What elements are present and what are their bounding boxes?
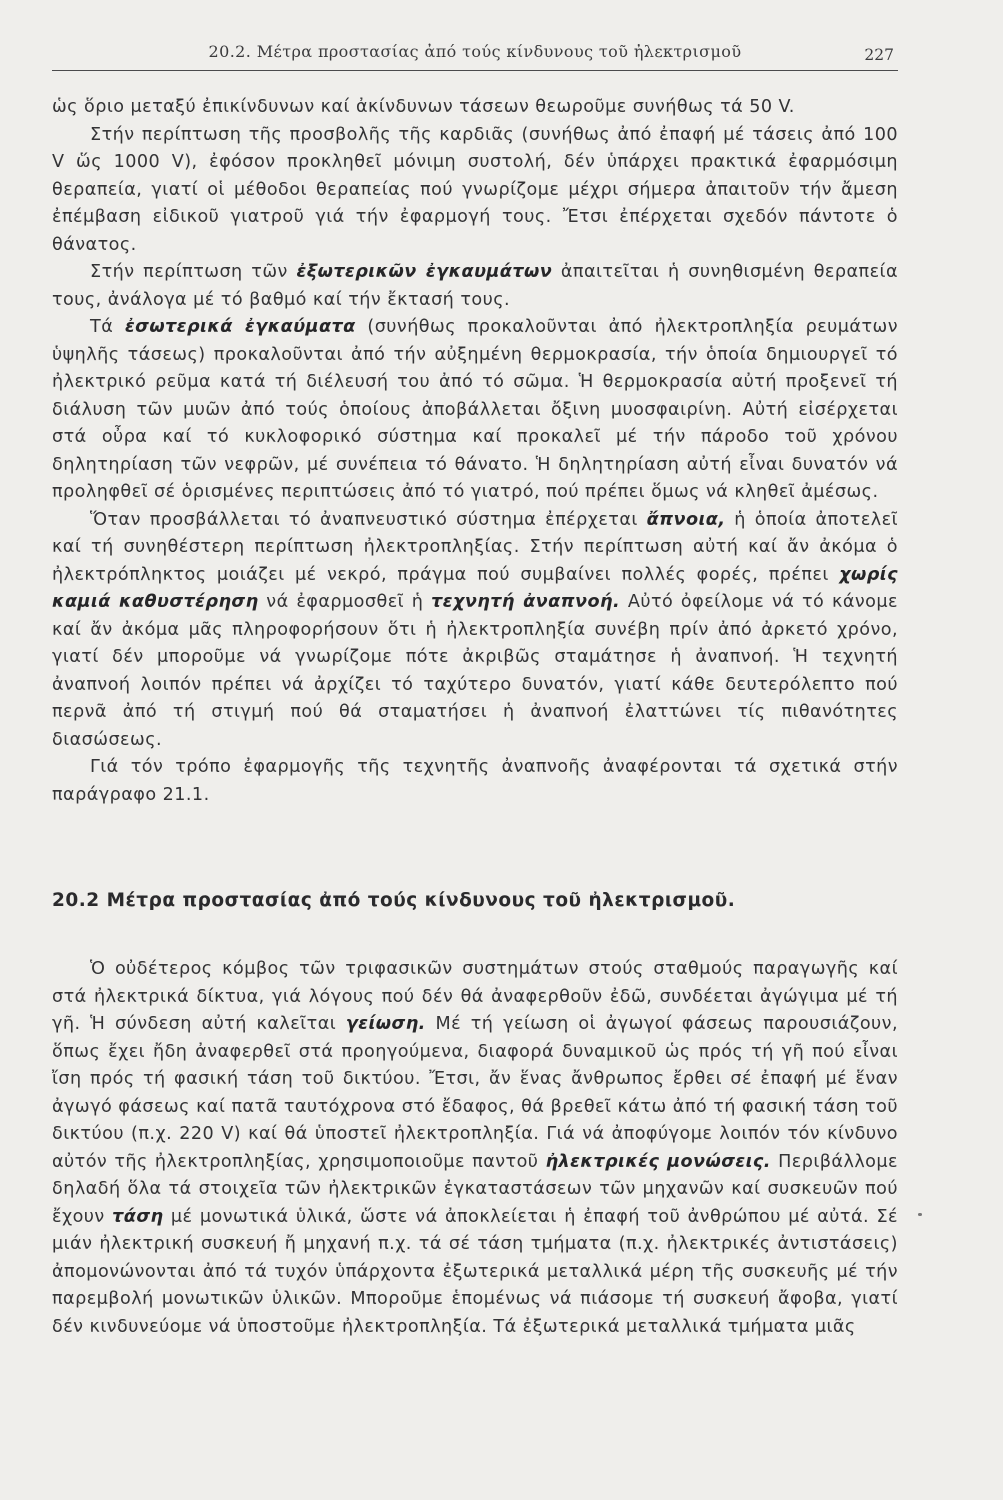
- body-text-top: [52, 94, 898, 809]
- text-run: νά ἐφαρμοσθεῖ ἡ: [258, 592, 432, 612]
- section-heading: 20.2 Μέτρα προστασίας ἀπό τούς κίνδυνους τοῦ ἠλεκτρισμοῦ.: [52, 890, 736, 911]
- text-run: ὡς ὅριο μεταξύ ἐπικίνδυνων καί ἀκίνδυνων τάσεων θεωροῦμε συνήθως τά 50 V.: [52, 97, 795, 117]
- emphasis-term: γείωση.: [345, 1014, 426, 1034]
- paragraph: [52, 314, 898, 507]
- paragraph: [52, 122, 898, 260]
- paragraph: [52, 507, 898, 755]
- text-run: ἡ ὁποία ἀποτελεῖ καί τή συνηθέστερη περίπτωση ἠλεκτροπληξίας. Στήν περίπτωση αὐτή καί ἄν ἀκόμα ὁ ἠλεκτρόπληκτος μοιάζει μέ νεκρό, πράγμα πού συμβαίνει πολλές φορές, πρέπει: [52, 509, 898, 585]
- paragraph: [52, 259, 898, 314]
- emphasis-term: τάση: [112, 1206, 164, 1227]
- text-run: Τά: [90, 317, 125, 337]
- text-run: Μέ τή γείωση οἱ ἀγωγοί φάσεως παρουσιάζουν, ὅπως ἔχει ἤδη ἀναφερθεῖ στά προηγούμενα, διαφορά δυναμικοῦ ὡς πρός τή γῆ πού εἶναι ἴση πρός τή φασική τάση τοῦ δικτύου. Ἔτσι, ἄν ἕνας ἄνθρωπος ἔρθει σέ ἐπαφή μέ ἕναν ἀγωγό φάσεως καί πατᾶ ταυτόχρονα στό ἔδαφος, θά βρεθεῖ κάτω ἀπό τή φασική τάση τοῦ δικτύου (π.χ. 220 V) καί θά ὑποστεῖ ἠλεκτροπληξία. Γιά νά ἀποφύγομε λοιπόν τόν κίνδυνο αὐτόν τῆς ἠλεκτροπληξίας, χρησιμοποιοῦμε παντοῦ: [52, 1014, 898, 1172]
- text-run: Γιά τόν τρόπο ἐφαρμογῆς τῆς τεχνητῆς ἀναπνοῆς ἀναφέρονται τά σχετικά στήν παράγραφο 21.1.: [52, 757, 898, 805]
- text-run: (συνήθως προκαλοῦνται ἀπό ἠλεκτροπληξία ρευμάτων ὑψηλῆς τάσεως) προκαλοῦνται ἀπό τήν αὐξημένη θερμοκρασία, τήν ὁποία δημιουργεῖ τό ἠλεκτρικό ρεῦμα κατά τή διέλευσή του ἀπό τό σῶμα. Ἡ θερμοκρασία αὐτή προξενεῖ τή διάλυση τῶν μυῶν ἀπό τούς ὁποίους ἀποβάλλεται ὄξινη μυοσφαιρίνη. Αὐτή εἰσέρχεται στά οὖρα καί τό κυκλοφορικό σύστημα καί προκαλεῖ μέ τήν πάροδο τοῦ χρόνου δηλητηρίαση τῶν νεφρῶν, μέ συνέπεια τό θάνατο. Ἡ δηλητηρίαση αὐτή εἶναι δυνατόν νά προληφθεῖ σέ ὁρισμένες περιπτώσεις ἀπό τό γιατρό, πού πρέπει ὅμως νά κληθεῖ ἀμέσως.: [52, 317, 898, 502]
- body-text-bottom: [52, 956, 898, 1341]
- text-run: Στήν περίπτωση τῶν: [90, 262, 297, 282]
- paragraph: [52, 754, 898, 809]
- paragraph: [52, 94, 898, 122]
- text-run: Περιβάλλομε δηλαδή ὅλα τά στοιχεῖα τῶν ἠλεκτρικῶν ἐγκαταστάσεων τῶν μηχανῶν καί συσκευῶν πού ἔχουν: [52, 1151, 898, 1227]
- emphasis-term: ἄπνοια,: [646, 509, 726, 530]
- text-run: μέ μονωτικά ὑλικά, ὥστε νά ἀποκλείεται ἡ ἐπαφή τοῦ ἀνθρώπου μέ αὐτά. Σέ μιάν ἠλεκτρική συσκευή ἤ μηχανή π.χ. τά σέ τάση τμήματα (π.χ. ἠλεκτρικές ἀντιστάσεις) ἀπομονώνονται ἀπό τά τυχόν ὑπάρχοντα ἐξωτερικά μεταλλικά μέρη τῆς συσκευῆς μέ τήν παρεμβολή μονωτικῶν ὑλικῶν. Μποροῦμε ἑπομένως νά πιάσομε τή συσκευή ἄφοβα, γιατί δέν κινδυνεύομε νά ὑποστοῦμε ἠλεκτροπληξία. Τά ἐξωτερικά μεταλλικά τμήματα μιᾶς: [52, 1206, 898, 1337]
- text-run: Στήν περίπτωση τῆς προσβολῆς τῆς καρδιᾶς (συνήθως ἀπό ἐπαφή μέ τάσεις ἀπό 100 V ὥς 1000 V), ἐφόσον προκληθεῖ μόνιμη συστολή, δέν ὑπάρχει πρακτικά ἐφαρμόσιμη θεραπεία, γιατί οἱ μέθοδοι θεραπείας πού γνωρίζομε μέχρι σήμερα ἀπαιτοῦν τήν ἄμεση ἐπέμβαση εἰδικοῦ γιατροῦ γιά τήν ἐφαρμογή τους. Ἔτσι ἐπέρχεται σχεδόν πάντοτε ὁ θάνατος.: [52, 124, 898, 255]
- emphasis-term: ἠλεκτρικές μονώσεις.: [545, 1151, 771, 1172]
- paragraph: [52, 956, 898, 1341]
- running-header: [52, 40, 898, 71]
- emphasis-term: τεχνητή ἀναπνοή.: [431, 592, 621, 612]
- text-run: Ὁ οὐδέτερος κόμβος τῶν τριφασικῶν συστημάτων στούς σταθμούς παραγωγῆς καί στά ἠλεκτρικά δίκτυα, γιά λόγους πού δέν θά ἀναφερθοῦν ἐδῶ, συνδέεται ἀγώγιμα μέ τή γῆ. Ἡ σύνδεση αὐτή καλεῖται: [52, 959, 898, 1034]
- emphasis-term: χωρίς καμιά καθυστέρηση: [52, 564, 898, 612]
- emphasis-term: ἐσωτερικά ἐγκαύματα: [124, 317, 356, 337]
- text-run: ἀπαιτεῖται ἡ συνηθισμένη θεραπεία τους, ἀνάλογα μέ τό βαθμό καί τήν ἔκτασή τους.: [52, 262, 898, 310]
- running-header-title: 20.2. Μέτρα προστασίας ἀπό τούς κίνδυνους τοῦ ἠλεκτρισμοῦ: [208, 42, 742, 61]
- page-number: 227: [864, 46, 894, 64]
- text-run: Αὐτό ὀφείλομε νά τό κάνομε καί ἄν ἀκόμα μᾶς πληροφορήσουν ὅτι ἡ ἠλεκτροπληξία συνέβη πρίν ἀπό ἀρκετό χρόνο, γιατί δέν μποροῦμε νά γνωρίζομε πότε ἀκριβῶς σταμάτησε ἡ ἀναπνοή. Ἡ τεχνητή ἀναπνοή λοιπόν πρέπει νά ἀρχίζει τό ταχύτερο δυνατόν, γιατί κάθε δευτερόλεπτο πού περνᾶ ἀπό τή στιγμή πού θά σταματήσει ἡ ἀναπνοή ἐλαττώνει τίς πιθανότητες διασώσεως.: [52, 592, 898, 750]
- emphasis-term: ἐξωτερικῶν ἐγκαυμάτων: [296, 262, 553, 282]
- margin-speck: [918, 1213, 922, 1216]
- text-run: Ὅταν προσβάλλεται τό ἀναπνευστικό σύστημα ἐπέρχεται: [90, 509, 647, 530]
